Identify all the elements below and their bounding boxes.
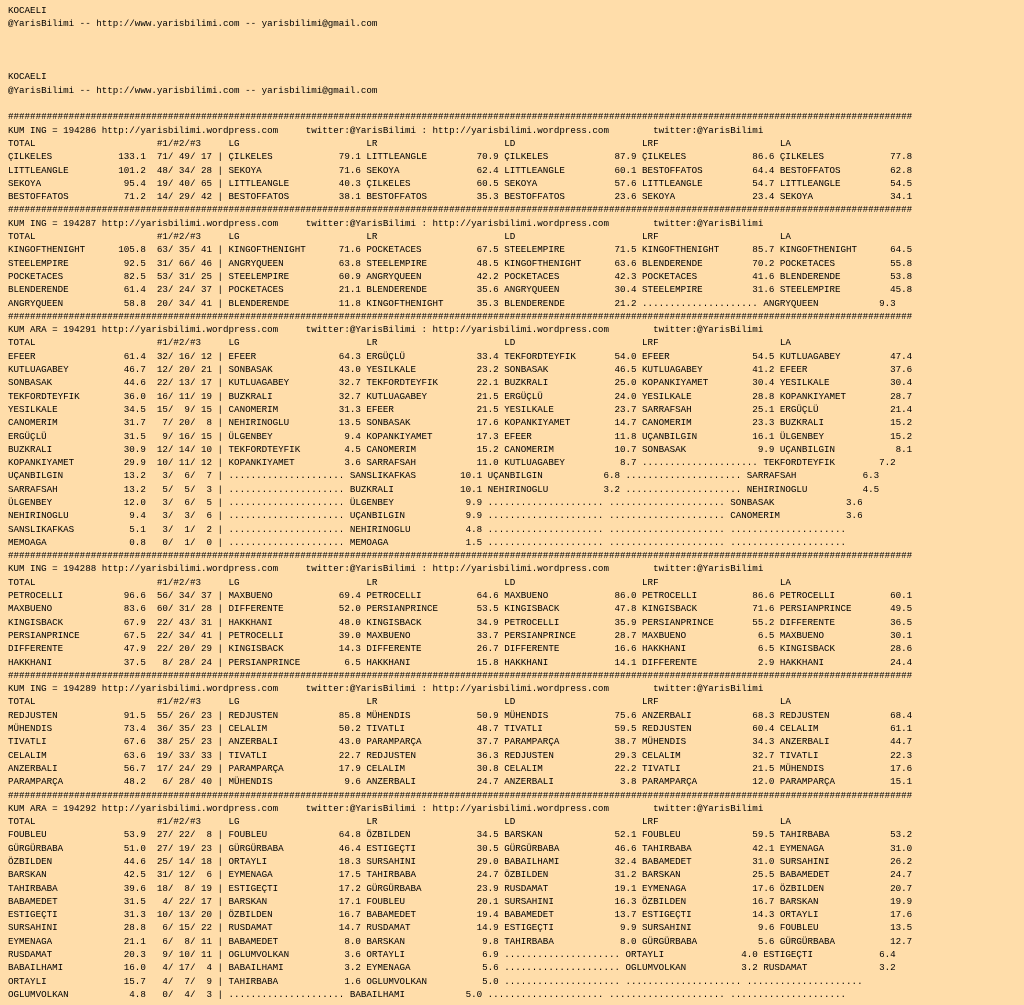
- report-line: BUZKRALI 30.9 12/ 14/ 10 | TEKFORDTEYFIK 4.5 CANOMERIM 15.2 CANOMERIM 10.7 SONBASAK 9.9 UÇANBILGIN 8.1: [8, 443, 913, 455]
- report-line: TAHIRBABA 39.6 18/ 8/ 19 | ESTIGEÇTI 17.2 GÜRGÜRBABA 23.9 RUSDAMAT 19.1 EYMENAGA 17.6 ÖZBILDEN 20.7: [8, 882, 913, 894]
- report-line: ÖZBILDEN 44.6 25/ 14/ 18 | ORTAYLI 18.3 SURSAHINI 29.0 BABAILHAMI 32.4 BABAMEDET 31.0 SURSAHINI 26.2: [8, 856, 913, 867]
- report-line: UÇANBILGIN 13.2 3/ 6/ 7 | ..................... SANSLIKAFKAS 10.1 UÇANBILGIN 6.8 ..................... SARRAFSAH 6.3: [8, 470, 880, 482]
- report-line: ANGRYQUEEN 58.8 20/ 34/ 41 | BLENDERENDE 11.8 KINGOFTHENIGHT 35.3 BLENDERENDE 21.2 ..................... ANGRYQUEEN 9.3: [8, 297, 896, 309]
- report-line: TOTAL #1/#2/#3 LG LR LD LRF LA: [8, 231, 791, 243]
- report-line: TOTAL #1/#2/#3 LG LR LD LRF LA: [8, 337, 791, 349]
- report-line: @YarisBilimi -- http://www.yarisbilimi.com -- yarisbilimi@gmail.com: [8, 18, 378, 30]
- report-line: STEELEMPIRE 92.5 31/ 66/ 46 | ANGRYQUEEN 63.8 STEELEMPIRE 48.5 KINGOFTHENIGHT 63.6 BLENDERENDE 70.2 POCKETACES 55.8: [8, 257, 913, 269]
- report-line: ÇILKELES 133.1 71/ 49/ 17 | ÇILKELES 79.1 LITTLEANGLE 70.9 ÇILKELES 87.9 ÇILKELES 86.6 ÇILKELES 77.8: [8, 151, 913, 163]
- report-line: BARSKAN 42.5 31/ 12/ 6 | EYMENAGA 17.5 TAHIRBABA 24.7 ÖZBILDEN 31.2 BARSKAN 25.5 BABAMEDET 24.7: [8, 869, 913, 881]
- report-line: [8, 44, 1024, 57]
- report-line: TIVATLI 67.6 38/ 25/ 23 | ANZERBALI 43.0 PARAMPARÇA 37.7 PARAMPARÇA 38.7 MÜHENDIS 34.3 ANZERBALI 44.7: [8, 736, 913, 748]
- separator-line: ####################################################################################################################################################################: [8, 111, 913, 123]
- report-line: DIFFERENTE 47.9 22/ 20/ 29 | KINGISBACK 14.3 DIFFERENTE 26.7 DIFFERENTE 16.6 HAKKHANI 6.5 KINGISBACK 28.6: [8, 643, 913, 655]
- report-line: ÜLGENBEY 12.0 3/ 6/ 5 | ..................... ÜLGENBEY 9.9 ..................... ..................... SONBASAK 3.6: [8, 496, 863, 508]
- report-line: BABAILHAMI 16.0 4/ 17/ 4 | BABAILHAMI 3.2 EYMENAGA 5.6 ..................... OGLUMVOLKAN 3.2 RUSDAMAT 3.2: [8, 962, 896, 974]
- report-line: KINGISBACK 67.9 22/ 43/ 31 | HAKKHANI 48.0 KINGISBACK 34.9 PETROCELLI 35.9 PERSIANPRINCE 55.2 DIFFERENTE 36.5: [8, 616, 913, 628]
- report-line: YESILKALE 34.5 15/ 9/ 15 | CANOMERIM 31.3 EFEER 21.5 YESILKALE 23.7 SARRAFSAH 25.1 ERGÜÇLÜ 21.4: [8, 403, 913, 415]
- report-line: TOTAL #1/#2/#3 LG LR LD LRF LA: [8, 137, 791, 149]
- report-line: KUM ING = 194289 http://yarisbilimi.wordpress.com twitter:@YarisBilimi : http://yarisbilimi.wordpress.com twitter:@YarisBilimi: [8, 683, 764, 695]
- report-line: [8, 31, 1024, 44]
- report-line: PARAMPARÇA 48.2 6/ 28/ 40 | MÜHENDIS 9.6 ANZERBALI 24.7 ANZERBALI 3.8 PARAMPARÇA 12.0 PARAMPARÇA 15.1: [8, 776, 913, 788]
- report-line: KOCAELI: [8, 71, 47, 83]
- separator-line: ####################################################################################################################################################################: [8, 550, 913, 562]
- report-line: TOTAL #1/#2/#3 LG LR LD LRF LA: [8, 816, 791, 828]
- report-line: NEHIRINOGLU 9.4 3/ 3/ 6 | ..................... UÇANBILGIN 9.9 ..................... ..................... CANOMERIM 3.6: [8, 510, 863, 522]
- report-line: GÜRGÜRBABA 51.0 27/ 19/ 23 | GÜRGÜRBABA 46.4 ESTIGEÇTI 30.5 GÜRGÜRBABA 46.6 TAHIRBABA 42.1 EYMENAGA 31.0: [8, 842, 913, 854]
- report-line: REDJUSTEN 91.5 55/ 26/ 23 | REDJUSTEN 85.8 MÜHENDIS 50.9 MÜHENDIS 75.6 ANZERBALI 68.3 REDJUSTEN 68.4: [8, 709, 913, 721]
- report-line: PETROCELLI 96.6 56/ 34/ 37 | MAXBUENO 69.4 PETROCELLI 64.6 MAXBUENO 86.0 PETROCELLI 86.6 PETROCELLI 60.1: [8, 590, 913, 602]
- report-line: BLENDERENDE 61.4 23/ 24/ 37 | POCKETACES 21.1 BLENDERENDE 35.6 ANGRYQUEEN 30.4 STEELEMPIRE 31.6 STEELEMPIRE 45.8: [8, 284, 913, 296]
- report-line: MEMOAGA 0.8 0/ 1/ 0 | ..................... MEMOAGA 1.5 ..................... ..................... .....................: [8, 536, 847, 548]
- report-line: LITTLEANGLE 101.2 48/ 34/ 28 | SEKOYA 71.6 SEKOYA 62.4 LITTLEANGLE 60.1 BESTOFFATOS 64.4 BESTOFFATOS 62.8: [8, 164, 913, 176]
- report-line: CANOMERIM 31.7 7/ 20/ 8 | NEHIRINOGLU 13.5 SONBASAK 17.6 KOPANKIYAMET 14.7 CANOMERIM 23.3 BUZKRALI 15.2: [8, 417, 913, 429]
- report-line: [8, 97, 1024, 110]
- report-line: SURSAHINI 28.8 6/ 15/ 22 | RUSDAMAT 14.7 RUSDAMAT 14.9 ESTIGEÇTI 9.9 SURSAHINI 9.6 FOUBLEU 13.5: [8, 922, 913, 934]
- report-line: EYMENAGA 21.1 6/ 8/ 11 | BABAMEDET 8.0 BARSKAN 9.8 TAHIRBABA 8.0 GÜRGÜRBABA 5.6 GÜRGÜRBABA 12.7: [8, 935, 913, 947]
- report-line: MÜHENDIS 73.4 36/ 35/ 23 | CELALIM 50.2 TIVATLI 48.7 TIVATLI 59.5 REDJUSTEN 60.4 CELALIM 61.1: [8, 723, 913, 735]
- report-line: TOTAL #1/#2/#3 LG LR LD LRF LA: [8, 576, 791, 588]
- separator-line: ####################################################################################################################################################################: [8, 789, 913, 801]
- report-line: OGLUMVOLKAN 4.8 0/ 4/ 3 | ..................... BABAILHAMI 5.0 ..................... ..................... .....................: [8, 988, 847, 1000]
- report-line: SANSLIKAFKAS 5.1 3/ 1/ 2 | ..................... NEHIRINOGLU 4.8 ..................... ..................... .....................: [8, 523, 847, 535]
- report-line: MAXBUENO 83.6 60/ 31/ 28 | DIFFERENTE 52.0 PERSIANPRINCE 53.5 KINGISBACK 47.8 KINGISBACK 71.6 PERSIANPRINCE 49.5: [8, 603, 913, 615]
- report-line: SONBASAK 44.6 22/ 13/ 17 | KUTLUAGABEY 32.7 TEKFORDTEYFIK 22.1 BUZKRALI 25.0 KOPANKIYAMET 30.4 YESILKALE 30.4: [8, 377, 913, 389]
- report-line: KUM ING = 194287 http://yarisbilimi.wordpress.com twitter:@YarisBilimi : http://yarisbilimi.wordpress.com twitter:@YarisBilimi: [8, 217, 764, 229]
- report-line: EFEER 61.4 32/ 16/ 12 | EFEER 64.3 ERGÜÇLÜ 33.4 TEKFORDTEYFIK 54.0 EFEER 54.5 KUTLUAGABEY 47.4: [8, 350, 913, 362]
- report-line: TEKFORDTEYFIK 36.0 16/ 11/ 19 | BUZKRALI 32.7 KUTLUAGABEY 21.5 ERGÜÇLÜ 24.0 YESILKALE 28.8 KOPANKIYAMET 28.7: [8, 390, 913, 402]
- report-line: KUM ING = 194288 http://yarisbilimi.wordpress.com twitter:@YarisBilimi : http://yarisbilimi.wordpress.com twitter:@YarisBilimi: [8, 563, 764, 575]
- report-line: ORTAYLI 15.7 4/ 7/ 9 | TAHIRBABA 1.6 OGLUMVOLKAN 5.0 ..................... ..................... .....................: [8, 975, 863, 987]
- report-line: SARRAFSAH 13.2 5/ 5/ 3 | ..................... BUZKRALI 10.1 NEHIRINOGLU 3.2 ..................... NEHIRINOGLU 4.5: [8, 483, 880, 495]
- report-line: KUTLUAGABEY 46.7 12/ 20/ 21 | SONBASAK 43.0 YESILKALE 23.2 SONBASAK 46.5 KUTLUAGABEY 41.2 EFEER 37.6: [8, 364, 913, 376]
- separator-line: ####################################################################################################################################################################: [8, 204, 913, 216]
- report-line: KOPANKIYAMET 29.9 10/ 11/ 12 | KOPANKIYAMET 3.6 SARRAFSAH 11.0 KUTLUAGABEY 8.7 ..................... TEKFORDTEYFIK 7.2: [8, 457, 896, 469]
- separator-line: ####################################################################################################################################################################: [8, 669, 913, 681]
- report-line: BESTOFFATOS 71.2 14/ 29/ 42 | BESTOFFATOS 38.1 BESTOFFATOS 35.3 BESTOFFATOS 23.6 SEKOYA 23.4 SEKOYA 34.1: [8, 191, 913, 203]
- report-line: RUSDAMAT 20.3 9/ 10/ 11 | OGLUMVOLKAN 3.6 ORTAYLI 6.9 ..................... ORTAYLI 4.0 ESTIGEÇTI 6.4: [8, 949, 896, 961]
- report-line: BABAMEDET 31.5 4/ 22/ 17 | BARSKAN 17.1 FOUBLEU 20.1 SURSAHINI 16.3 ÖZBILDEN 16.7 BARSKAN 19.9: [8, 895, 913, 907]
- report-line: SEKOYA 95.4 19/ 40/ 65 | LITTLEANGLE 40.3 ÇILKELES 60.5 SEKOYA 57.6 LITTLEANGLE 54.7 LITTLEANGLE 54.5: [8, 177, 913, 189]
- report-line: FOUBLEU 53.9 27/ 22/ 8 | FOUBLEU 64.8 ÖZBILDEN 34.5 BARSKAN 52.1 FOUBLEU 59.5 TAHIRBABA 53.2: [8, 829, 913, 841]
- report-line: ANZERBALI 56.7 17/ 24/ 29 | PARAMPARÇA 17.9 CELALIM 30.8 CELALIM 22.2 TIVATLI 21.5 MÜHENDIS 17.6: [8, 762, 913, 774]
- report-line: TOTAL #1/#2/#3 LG LR LD LRF LA: [8, 696, 791, 708]
- report-line: KINGOFTHENIGHT 105.8 63/ 35/ 41 | KINGOFTHENIGHT 71.6 POCKETACES 67.5 STEELEMPIRE 71.5 KINGOFTHENIGHT 85.7 KINGOFTHENIGHT 64.5: [8, 244, 913, 256]
- report-line: HAKKHANI 37.5 8/ 28/ 24 | PERSIANPRINCE 6.5 HAKKHANI 15.8 HAKKHANI 14.1 DIFFERENTE 2.9 HAKKHANI 24.4: [8, 656, 913, 668]
- report-line: [8, 57, 1024, 70]
- report-line: KUM ING = 194286 http://yarisbilimi.wordpress.com twitter:@YarisBilimi : http://yarisbilimi.wordpress.com twitter:@YarisBilimi: [8, 124, 764, 136]
- report-line: KUM ARA = 194291 http://yarisbilimi.wordpress.com twitter:@YarisBilimi : http://yarisbilimi.wordpress.com twitter:@YarisBilimi: [8, 324, 764, 336]
- report-line: KUM ARA = 194292 http://yarisbilimi.wordpress.com twitter:@YarisBilimi : http://yarisbilimi.wordpress.com twitter:@YarisBilimi: [8, 802, 764, 814]
- report-line: POCKETACES 82.5 53/ 31/ 25 | STEELEMPIRE 60.9 ANGRYQUEEN 42.2 POCKETACES 42.3 POCKETACES 41.6 BLENDERENDE 53.8: [8, 270, 913, 282]
- report-line: KOCAELI: [8, 5, 47, 16]
- report-line: ERGÜÇLÜ 31.5 9/ 16/ 15 | ÜLGENBEY 9.4 KOPANKIYAMET 17.3 EFEER 11.8 UÇANBILGIN 16.1 ÜLGENBEY 15.2: [8, 430, 913, 442]
- report-line: ESTIGEÇTI 31.3 10/ 13/ 20 | ÖZBILDEN 16.7 BABAMEDET 19.4 BABAMEDET 13.7 ESTIGEÇTI 14.3 ORTAYLI 17.6: [8, 909, 913, 921]
- report-line: @YarisBilimi -- http://www.yarisbilimi.com -- yarisbilimi@gmail.com: [8, 84, 378, 96]
- separator-line: ####################################################################################################################################################################: [8, 310, 913, 322]
- report-line: PERSIANPRINCE 67.5 22/ 34/ 41 | PETROCELLI 39.0 MAXBUENO 33.7 PERSIANPRINCE 28.7 MAXBUENO 6.5 MAXBUENO 30.1: [8, 629, 913, 641]
- report-line: CELALIM 63.6 19/ 33/ 33 | TIVATLI 22.7 REDJUSTEN 36.3 REDJUSTEN 29.3 CELALIM 32.7 TIVATLI 22.3: [8, 749, 913, 761]
